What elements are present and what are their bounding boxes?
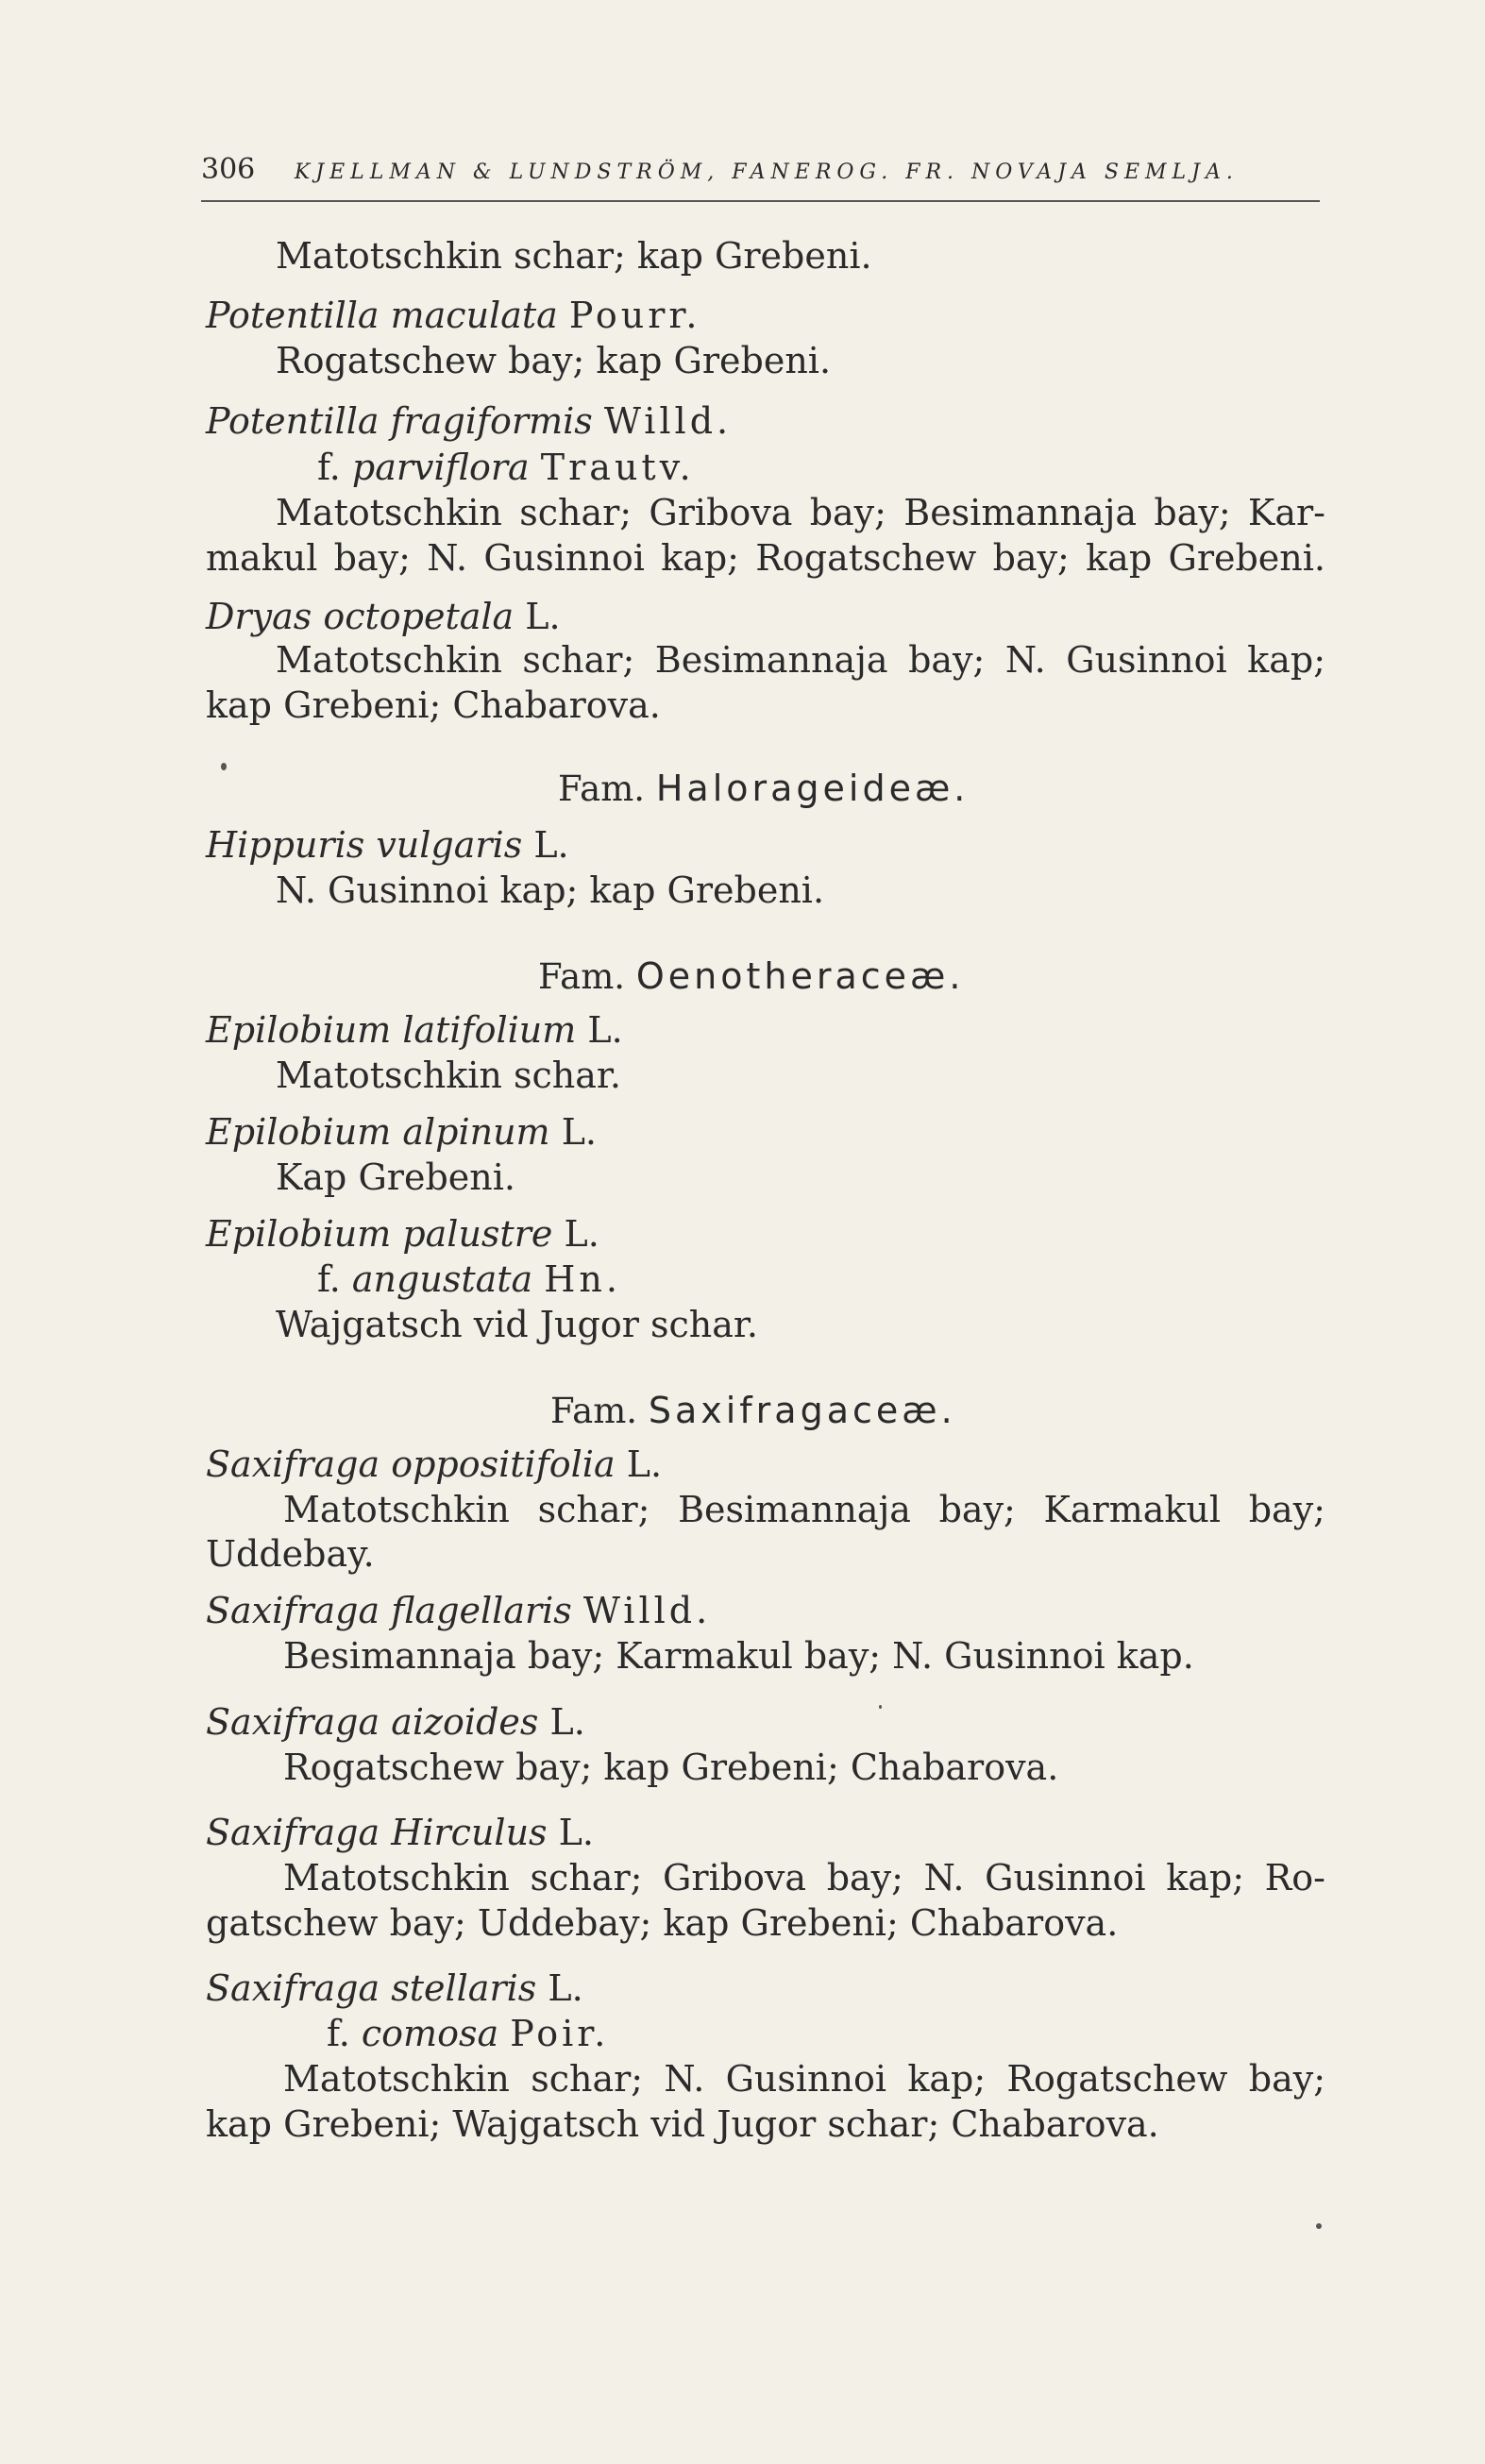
species-author: Willd.	[582, 1590, 712, 1631]
locality-line: Besimannaja bay; Karmakul bay; N. Gusinnoi kap.	[283, 1635, 1194, 1677]
page-header	[201, 153, 1239, 186]
form-entry	[327, 2013, 610, 2054]
species-name: Potentilla maculata	[206, 295, 558, 336]
family-label: Fam.	[558, 768, 646, 809]
locality-line: Rogatschew bay; kap Grebeni; Chabarova.	[283, 1747, 1059, 1788]
family-label: Fam.	[550, 1391, 638, 1431]
species-author: L.	[533, 824, 569, 866]
species-author: L.	[549, 1701, 585, 1743]
species-author: L.	[548, 1967, 583, 2009]
locality-line: Matotschkin schar; N. Gusinnoi kap; Rogatschew bay;	[283, 2058, 1325, 2100]
print-speck	[1316, 2223, 1322, 2229]
species-name: Epilobium palustre	[206, 1213, 553, 1255]
locality-line: Matotschkin schar; kap Grebeni.	[276, 235, 872, 277]
locality-line: Matotschkin schar; Besimannaja bay; Karmakul bay;	[283, 1489, 1325, 1530]
species-name: Saxifraga aizoides	[206, 1701, 539, 1743]
family-heading	[558, 768, 969, 809]
locality-line: Matotschkin schar; Besimannaja bay; N. Gusinnoi kap;	[276, 639, 1325, 681]
print-speck	[221, 763, 227, 770]
form-author: Poir.	[510, 2013, 610, 2054]
family-heading	[550, 1390, 956, 1431]
form-author: Hn.	[544, 1258, 621, 1300]
locality-line: Matotschkin schar.	[276, 1055, 621, 1096]
species-entry	[206, 824, 569, 866]
family-heading	[538, 955, 964, 997]
print-speck	[879, 1705, 882, 1709]
species-entry	[206, 1009, 623, 1051]
locality-line: kap Grebeni; Chabarova.	[206, 684, 661, 726]
species-name: Epilobium alpinum	[206, 1111, 550, 1153]
form-name: angustata	[351, 1258, 533, 1300]
species-author: L.	[564, 1213, 599, 1255]
locality-line: N. Gusinnoi kap; kap Grebeni.	[276, 869, 825, 911]
locality-line: kap Grebeni; Wajgatsch vid Jugor schar; Chabarova.	[206, 2103, 1159, 2145]
form-prefix: f.	[317, 447, 341, 488]
locality-line: Uddebay.	[206, 1533, 375, 1575]
running-head: KJELLMAN & LUNDSTRÖM, FANEROG. FR. NOVAJA SEMLJA.	[294, 160, 1239, 184]
species-name: Hippuris vulgaris	[206, 824, 523, 866]
species-name: Saxifraga oppositifolia	[206, 1443, 616, 1485]
species-name: Dryas octopetala	[206, 596, 515, 637]
locality-line: Kap Grebeni.	[276, 1156, 515, 1198]
locality-line: gatschew bay; Uddebay; kap Grebeni; Chabarova.	[206, 1902, 1119, 1944]
species-author: L.	[525, 596, 561, 637]
locality-line: Rogatschew bay; kap Grebeni.	[276, 340, 832, 381]
species-name: Saxifraga stellaris	[206, 1967, 537, 2009]
species-entry	[206, 1812, 594, 1853]
species-name: Epilobium latifolium	[206, 1009, 577, 1051]
page-number: 306	[201, 153, 256, 186]
locality-line: makul bay; N. Gusinnoi kap; Rogatschew bay; kap Grebeni.	[206, 537, 1325, 579]
species-name: Potentilla fragiformis	[206, 400, 593, 442]
species-author: Pourr.	[568, 295, 701, 336]
form-prefix: f.	[327, 2013, 350, 2054]
species-name: Saxifraga Hirculus	[206, 1812, 548, 1853]
species-entry	[206, 1590, 712, 1631]
family-name: Halorageideæ.	[655, 768, 970, 809]
species-author: L.	[561, 1111, 598, 1153]
form-name: parviflora	[351, 447, 530, 488]
species-entry	[206, 1213, 599, 1255]
species-name: Saxifraga flagellaris	[206, 1590, 572, 1631]
species-author: L.	[626, 1443, 663, 1485]
form-prefix: f.	[317, 1258, 341, 1300]
form-entry	[317, 1258, 621, 1300]
locality-line: Wajgatsch vid Jugor schar.	[276, 1304, 758, 1345]
species-entry	[206, 1111, 598, 1153]
species-entry	[206, 1443, 663, 1485]
species-entry	[206, 596, 561, 637]
form-entry	[317, 447, 695, 488]
family-name: Oenotheraceæ.	[635, 955, 965, 997]
species-author: L.	[558, 1812, 594, 1853]
locality-line: Matotschkin schar; Gribova bay; Besimannaja bay; Kar-	[276, 492, 1325, 533]
species-entry	[206, 1967, 583, 2009]
locality-line: Matotschkin schar; Gribova bay; N. Gusinnoi kap; Ro-	[283, 1857, 1325, 1899]
family-name: Saxifragaceæ.	[648, 1390, 956, 1431]
species-entry	[206, 1701, 585, 1743]
header-rule	[201, 200, 1320, 202]
species-entry	[206, 400, 733, 442]
species-author: L.	[587, 1009, 623, 1051]
species-entry	[206, 295, 701, 336]
form-name: comosa	[361, 2013, 499, 2054]
family-label: Fam.	[538, 956, 626, 997]
species-author: Willd.	[603, 400, 733, 442]
form-author: Trautv.	[540, 447, 695, 488]
